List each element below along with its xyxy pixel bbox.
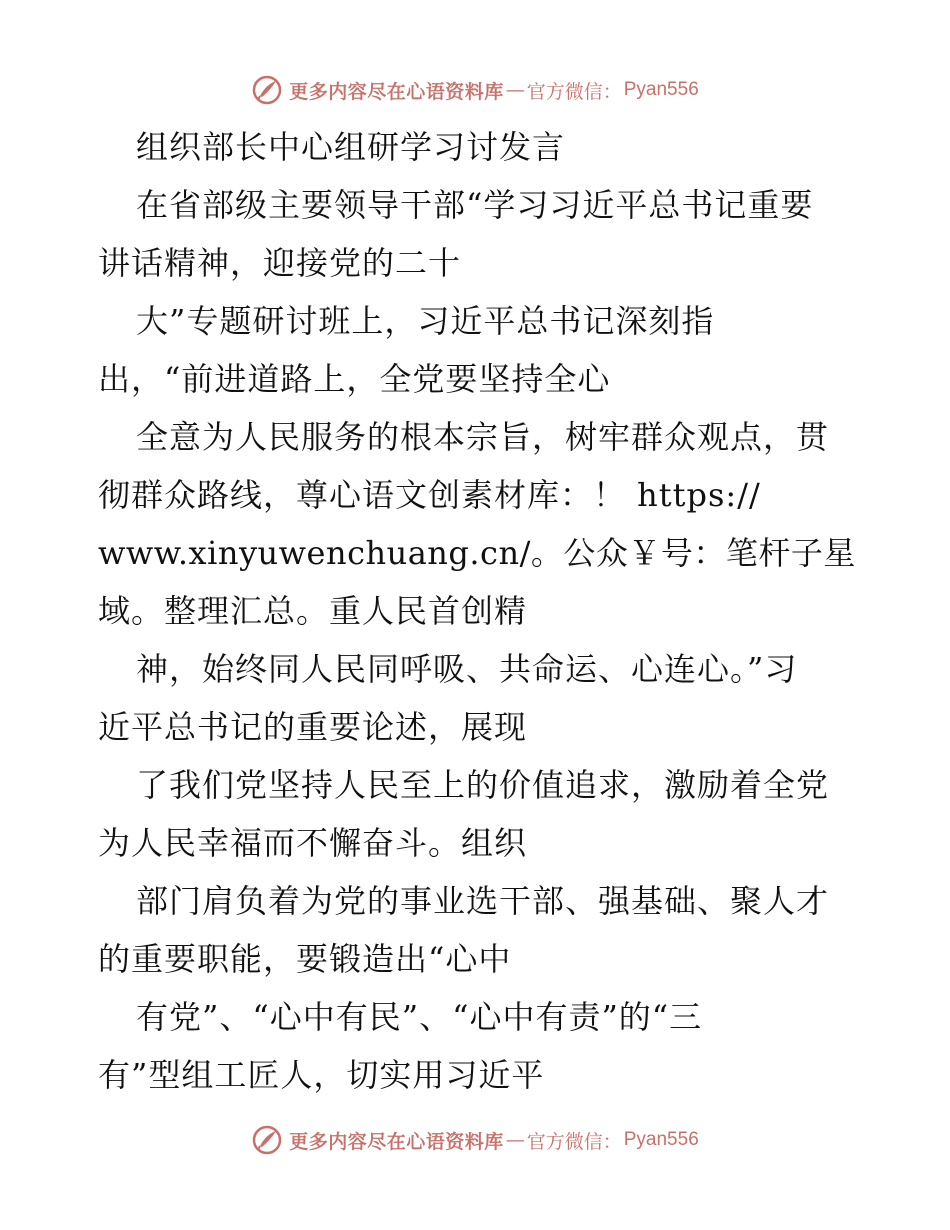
text-line: 全意为人民服务的根本宗旨，树牢群众观点，贯: [136, 418, 830, 456]
watermark-separator: —: [505, 79, 525, 101]
watermark-handle: Pyan556: [623, 79, 699, 100]
watermark-banner-top: [0, 70, 950, 110]
watermark-official-label: 官方微信：: [526, 1130, 622, 1153]
text-line: 出，“前进道路上，全党要坚持全心: [98, 360, 611, 398]
text-line: 有”型组工匠人，切实用习近平: [98, 1056, 545, 1094]
text-line: 的重要职能，要锻造出“心中: [98, 940, 512, 978]
text-line: 大”专题研讨班上，习近平总书记深刻指: [136, 302, 715, 340]
text-line: 在省部级主要领导干部“学习习近平总书记重要: [136, 186, 814, 224]
watermark-banner-bottom: [0, 1120, 950, 1160]
document-title: 组织部长中心组研学习讨发言: [136, 128, 566, 166]
document-body: [98, 118, 858, 1104]
watermark-brand: 更多内容尽在心语资料库: [289, 1130, 504, 1153]
text-line: 了我们党坚持人民至上的价值追求，激励着全党: [136, 766, 830, 804]
text-line: 为人民幸福而不懈奋斗。组织: [98, 824, 528, 862]
text-line: www.xinyuwenchuang.cn/。公众￥号：笔杆子星: [98, 534, 856, 572]
text-line: 部门肩负着为党的事业选干部、强基础、聚人才: [136, 882, 830, 920]
watermark-official-label: 官方微信：: [526, 80, 622, 103]
watermark-brand: 更多内容尽在心语资料库: [289, 80, 504, 103]
text-line: 神，始终同人民同呼吸、共命运、心连心。”习: [136, 650, 798, 688]
quill-pen-logo-icon: [251, 1124, 283, 1156]
text-line: 讲话精神，迎接党的二十: [98, 244, 462, 282]
text-line: 域。整理汇总。重人民首创精: [98, 592, 528, 630]
watermark-separator: —: [505, 1129, 525, 1151]
text-line: 彻群众路线，尊心语文创素材库：！ https://: [98, 476, 761, 514]
quill-pen-logo-icon: [251, 74, 283, 106]
watermark-handle: Pyan556: [623, 1129, 699, 1150]
text-line: 有党”、“心中有民”、“心中有责”的“三: [136, 998, 703, 1036]
text-line: 近平总书记的重要论述，展现: [98, 708, 528, 746]
